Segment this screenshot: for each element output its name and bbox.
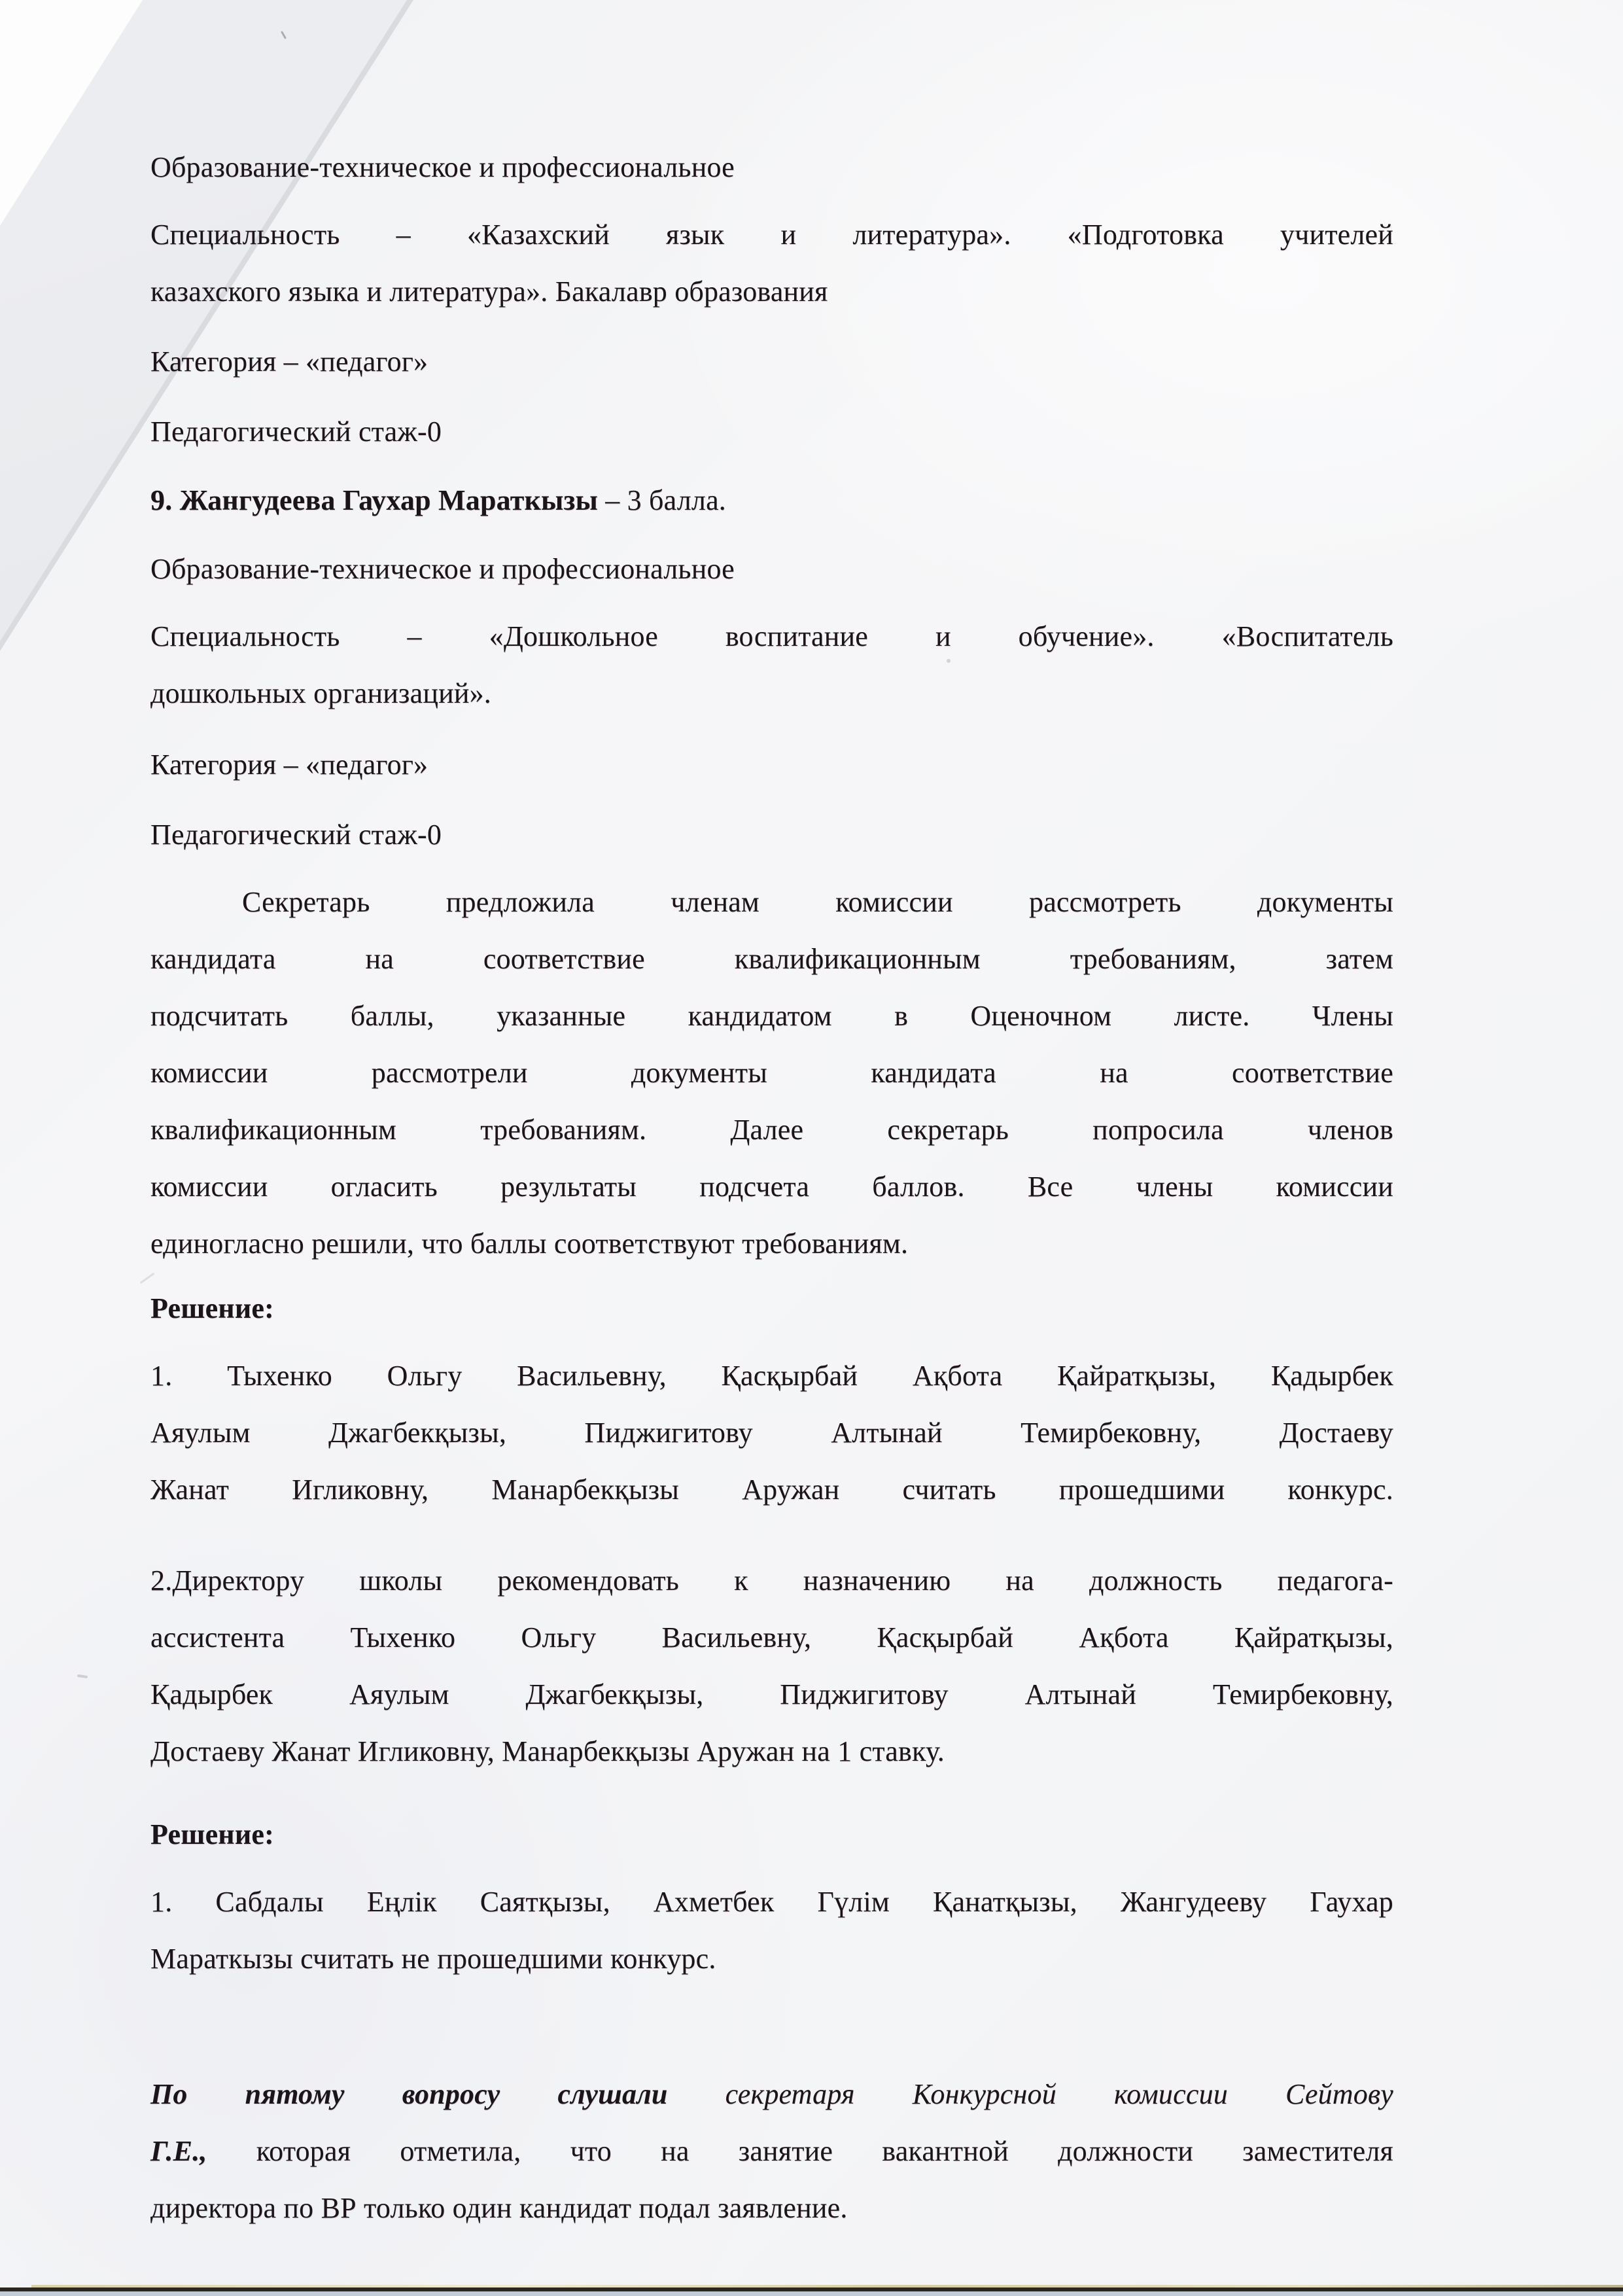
secretary-paragraph-line: комиссии огласить результаты подсчета баллов. Все члены комиссии: [150, 1171, 1393, 1203]
question5-line2-rest: которая отметила, что на занятие вакантной должности заместителя: [207, 2135, 1393, 2167]
document-text-block: [150, 139, 1393, 2236]
candidate8-specialty-line: Специальность – «Казахский язык и литература». «Подготовка учителей: [150, 219, 1393, 251]
secretary-paragraph-line: единогласно решили, что баллы соответствуют требованиям.: [150, 1227, 909, 1260]
candidate8-category-line: Категория – «педагог»: [150, 345, 428, 378]
candidate9-score: – 3 балла.: [598, 484, 726, 516]
decision1-item2-line: 2.Директору школы рекомендовать к назначению на должность педагога-: [150, 1564, 1393, 1597]
decision1-item1-line: 1. Тыхенко Ольгу Васильевну, Қасқырбай Ақбота Қайратқызы, Қадырбек: [150, 1360, 1393, 1392]
scan-speck: [77, 1674, 88, 1678]
question5-initials: Г.Е.,: [150, 2135, 207, 2167]
decision1-item1-line: Аяулым Джагбекқызы, Пиджигитову Алтынай Темирбековну, Достаеву: [150, 1417, 1393, 1449]
candidate9-specialty-line: Специальность – «Дошкольное воспитание и обучение». «Воспитатель: [150, 620, 1393, 652]
decision1-item2-line: Қадырбек Аяулым Джагбекқызы, Пиджигитову Алтынай Темирбековну,: [150, 1678, 1393, 1710]
candidate9-experience-line: Педагогический стаж-0: [150, 819, 442, 851]
candidate8-experience-line: Педагогический стаж-0: [150, 415, 442, 448]
candidate9-heading: [150, 472, 1393, 529]
candidate8-education-line: Образование-техническое и профессиональное: [150, 151, 735, 183]
bottom-scan-edge-blue: [0, 2291, 1623, 2296]
decision1-item2-line: ассистента Тыхенко Ольгу Васильевну, Қасқырбай Ақбота Қайратқызы,: [150, 1621, 1393, 1653]
secretary-paragraph-line: Секретарь предложила членам комиссии рассмотреть документы: [242, 886, 1393, 918]
decision2-item1-line: 1. Сабдалы Еңлік Саятқызы, Ахметбек Гүлім Қанатқызы, Жангудееву Гаухар: [150, 1886, 1393, 1918]
decision2-item1-line: Мараткызы считать не прошедшими конкурс.: [150, 1943, 716, 1975]
question5-lead: По пятому вопросу слушали: [150, 2078, 668, 2110]
candidate9-education-line: Образование-техническое и профессиональное: [150, 553, 735, 585]
secretary-paragraph-line: квалификационным требованиям. Далее секретарь попросила членов: [150, 1114, 1393, 1146]
secretary-paragraph-line: кандидата на соответствие квалификационным требованиям, затем: [150, 943, 1393, 975]
candidate9-category-line: Категория – «педагог»: [150, 749, 428, 781]
question5-line: директора по ВР только один кандидат подал заявление.: [150, 2192, 848, 2224]
question5-line: [150, 2123, 1393, 2180]
decision1-item1-line: Жанат Игликовну, Манарбекқызы Аружан считать прошедшими конкурс.: [150, 1474, 1393, 1506]
question5-lead-rest: секретаря Конкурсной комиссии Сейтову: [667, 2078, 1393, 2110]
decision2-heading: Решение:: [150, 1818, 274, 1850]
candidate9-specialty-line: дошкольных организаций».: [150, 677, 491, 709]
decision1-item2-line: Достаеву Жанат Игликовну, Манарбекқызы Аружан на 1 ставку.: [150, 1735, 945, 1767]
decision1-heading: Решение:: [150, 1292, 274, 1324]
secretary-paragraph-line: комиссии рассмотрели документы кандидата на соответствие: [150, 1057, 1393, 1089]
candidate8-specialty-line: казахского языка и литература». Бакалавр образования: [150, 275, 828, 308]
secretary-paragraph-line: подсчитать баллы, указанные кандидатом в Оценочном листе. Члены: [150, 1000, 1393, 1032]
candidate9-name: 9. Жангудеева Гаухар Мараткызы: [150, 484, 599, 516]
question5-line: [150, 2066, 1393, 2123]
